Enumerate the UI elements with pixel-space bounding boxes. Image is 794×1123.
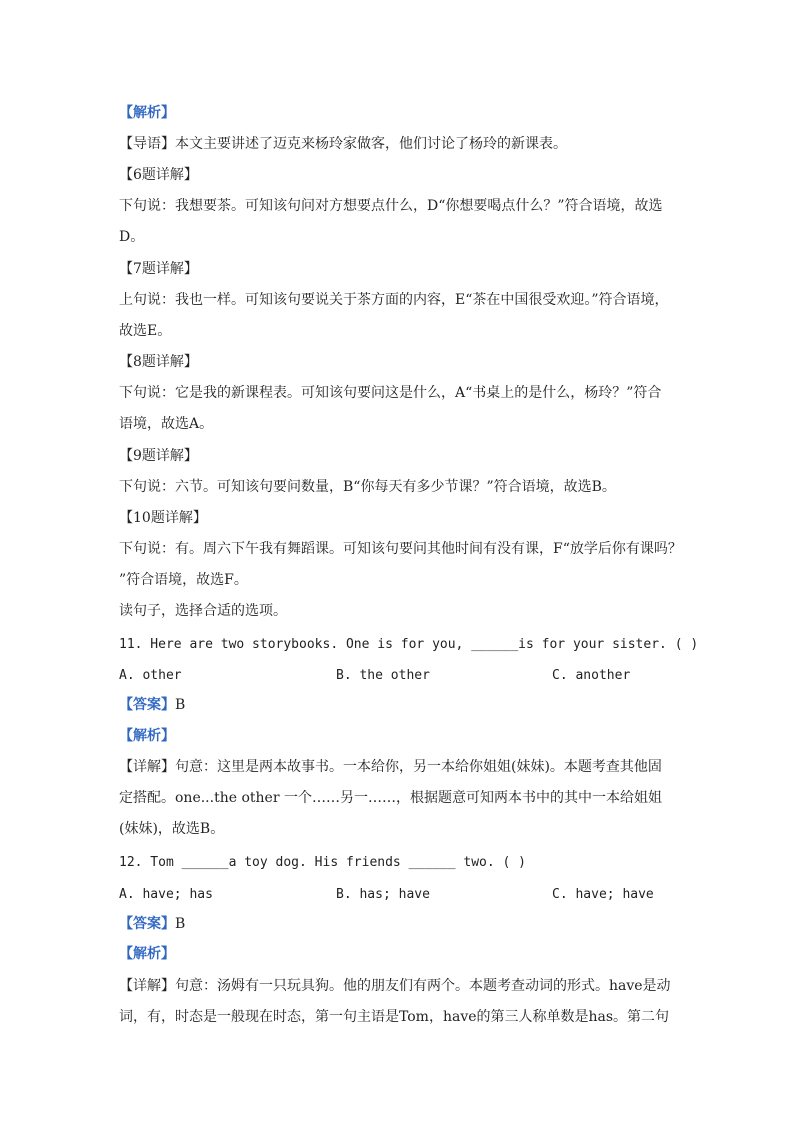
q12-stem: 12. Tom ______a toy dog. His friends ______ two. ( ) [119, 855, 526, 870]
q6-line-2: D。 [119, 229, 145, 245]
q9-tag: 【9题详解】 [119, 448, 198, 464]
q11-detail-tag: 【详解】 [119, 759, 175, 775]
q11-detail-2: 定搭配。one...the other 一个……另一……，根据题意可知两本书中的其中一本给姐姐 [119, 790, 662, 806]
q11-detail-1 [119, 757, 662, 777]
q12-detail-2: 词，有，时态是一般现在时态，第一句主语是Tom，have的第三人称单数是has。第二句 [119, 1009, 670, 1025]
q11-detail-text-1: 句意：这里是两本故事书。一本给你，另一本给你姐姐(妹妹)。本题考查其他固 [175, 759, 662, 775]
q12-detail-1 [119, 976, 671, 996]
q7-tag: 【7题详解】 [119, 261, 198, 277]
q8-line-2: 语境，故选A。 [119, 416, 214, 432]
q11-answer [119, 695, 185, 715]
intro-text: 本文主要讲述了迈克来杨玲家做客，他们讨论了杨玲的新课表。 [175, 136, 567, 152]
q11-analysis-tag: 【解析】 [119, 728, 175, 744]
q12-option-c: C. have; have [552, 887, 654, 902]
q12-answer-value: B [175, 916, 186, 932]
intro-tag: 【导语】 [119, 136, 175, 152]
q9-heading [119, 446, 198, 466]
q8-heading [119, 352, 198, 372]
intro-line [119, 134, 567, 154]
q10-heading [119, 508, 207, 528]
q12-detail-text-1: 句意：汤姆有一只玩具狗。他的朋友们有两个。本题考查动词的形式。have是动 [175, 978, 671, 994]
q12-analysis-heading [119, 944, 175, 964]
q12-option-a: A. have; has [119, 887, 213, 902]
analysis-tag: 【解析】 [119, 105, 175, 121]
q6-tag: 【6题详解】 [119, 167, 198, 183]
section-title: 读句子，选择合适的选项。 [119, 603, 287, 619]
q7-heading [119, 259, 198, 279]
q11-option-c: C. another [552, 668, 631, 683]
q11-option-a: A. other [119, 668, 182, 683]
q12-answer-tag: 【答案】 [119, 916, 175, 932]
q10-tag: 【10题详解】 [119, 510, 207, 526]
q10-line-2: ”符合语境，故选F。 [119, 572, 248, 588]
q6-heading [119, 165, 198, 185]
q10-line-1: 下句说：有。周六下午我有舞蹈课。可知该句要问其他时间有没有课，F“放学后你有课吗？ [119, 541, 682, 557]
q11-answer-value: B [175, 697, 186, 713]
analysis-heading [119, 103, 175, 123]
q12-option-b: B. has; have [336, 887, 430, 902]
q11-answer-tag: 【答案】 [119, 697, 175, 713]
q11-detail-3: (妹妹)，故选B。 [119, 821, 225, 837]
q12-analysis-tag: 【解析】 [119, 946, 175, 962]
q12-detail-tag: 【详解】 [119, 978, 175, 994]
q8-tag: 【8题详解】 [119, 354, 198, 370]
q11-analysis-heading [119, 726, 175, 746]
q11-option-b: B. the other [336, 668, 430, 683]
q7-line-1: 上句说：我也一样。可知该句要说关于茶方面的内容，E“茶在中国很受欢迎。”符合语境， [119, 292, 669, 308]
q6-line-1: 下句说：我想要茶。可知该句问对方想要点什么，D“你想要喝点什么？”符合语境，故选 [119, 198, 663, 214]
q9-line-1: 下句说：六节。可知该句要问数量，B“你每天有多少节课？”符合语境，故选B。 [119, 479, 616, 495]
q11-stem: 11. Here are two storybooks. One is for you, ______is for your sister. ( ) [119, 637, 699, 652]
q7-line-2: 故选E。 [119, 323, 172, 339]
q12-answer [119, 914, 185, 934]
q8-line-1: 下句说：它是我的新课程表。可知该句要问这是什么，A“书桌上的是什么，杨玲？”符合 [119, 385, 662, 401]
